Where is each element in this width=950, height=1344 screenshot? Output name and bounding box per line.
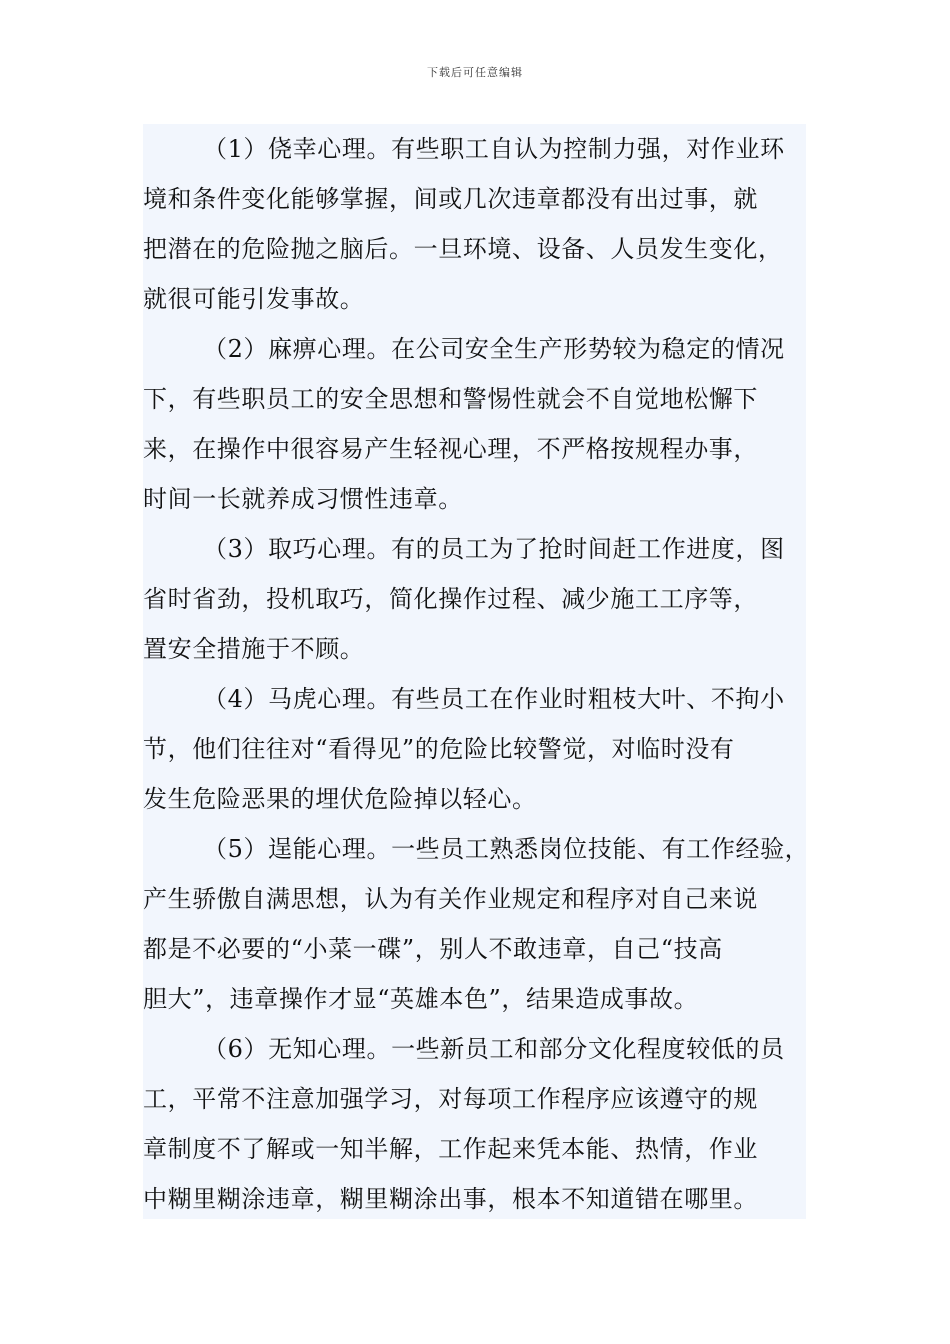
text-line: 时间一长就养成习惯性违章。 (143, 485, 463, 513)
text-line: 置安全措施于不顾。 (143, 635, 365, 663)
text-line: 下，有些职员工的安全思想和警惕性就会不自觉地松懈下 (143, 385, 758, 413)
text-line: 发生危险恶果的埋伏危险掉以轻心。 (143, 785, 537, 813)
text-line: （5）逞能心理。一些员工熟悉岗位技能、有工作经验， (203, 835, 810, 863)
text-line: 把潜在的危险抛之脑后。一旦环境、设备、人员发生变化， (143, 235, 783, 263)
text-line: （3）取巧心理。有的员工为了抢时间赶工作进度，图 (203, 535, 785, 563)
text-line: 就很可能引发事故。 (143, 285, 365, 313)
text-line: 境和条件变化能够掌握，间或几次违章都没有出过事，就 (143, 185, 758, 213)
page-header-note: 下载后可任意编辑 (427, 66, 523, 79)
text-line: 胆大”，违章操作才显“英雄本色”，结果造成事故。 (143, 985, 699, 1013)
text-line: 中糊里糊涂违章，糊里糊涂出事，根本不知道错在哪里。 (143, 1185, 758, 1213)
text-line: 都是不必要的“小菜一碟”，别人不敢违章，自己“技高 (143, 935, 723, 963)
text-line: （6）无知心理。一些新员工和部分文化程度较低的员 (203, 1035, 785, 1063)
text-line: 产生骄傲自满思想，认为有关作业规定和程序对自己来说 (143, 885, 758, 913)
text-line: 节，他们往往对“看得见”的危险比较警觉，对临时没有 (143, 735, 735, 763)
text-line: （4）马虎心理。有些员工在作业时粗枝大叶、不拘小 (203, 685, 785, 713)
text-line: 来，在操作中很容易产生轻视心理，不严格按规程办事， (143, 435, 758, 463)
text-line: 省时省劲，投机取巧，简化操作过程、减少施工工序等， (143, 585, 758, 613)
text-line: 工，平常不注意加强学习，对每项工作程序应该遵守的规 (143, 1085, 758, 1113)
text-line: （2）麻痹心理。在公司安全生产形势较为稳定的情况 (203, 335, 785, 363)
text-line: 章制度不了解或一知半解，工作起来凭本能、热情，作业 (143, 1135, 758, 1163)
document-body (143, 124, 810, 1219)
text-line: （1）侥幸心理。有些职工自认为控制力强，对作业环 (203, 135, 785, 163)
